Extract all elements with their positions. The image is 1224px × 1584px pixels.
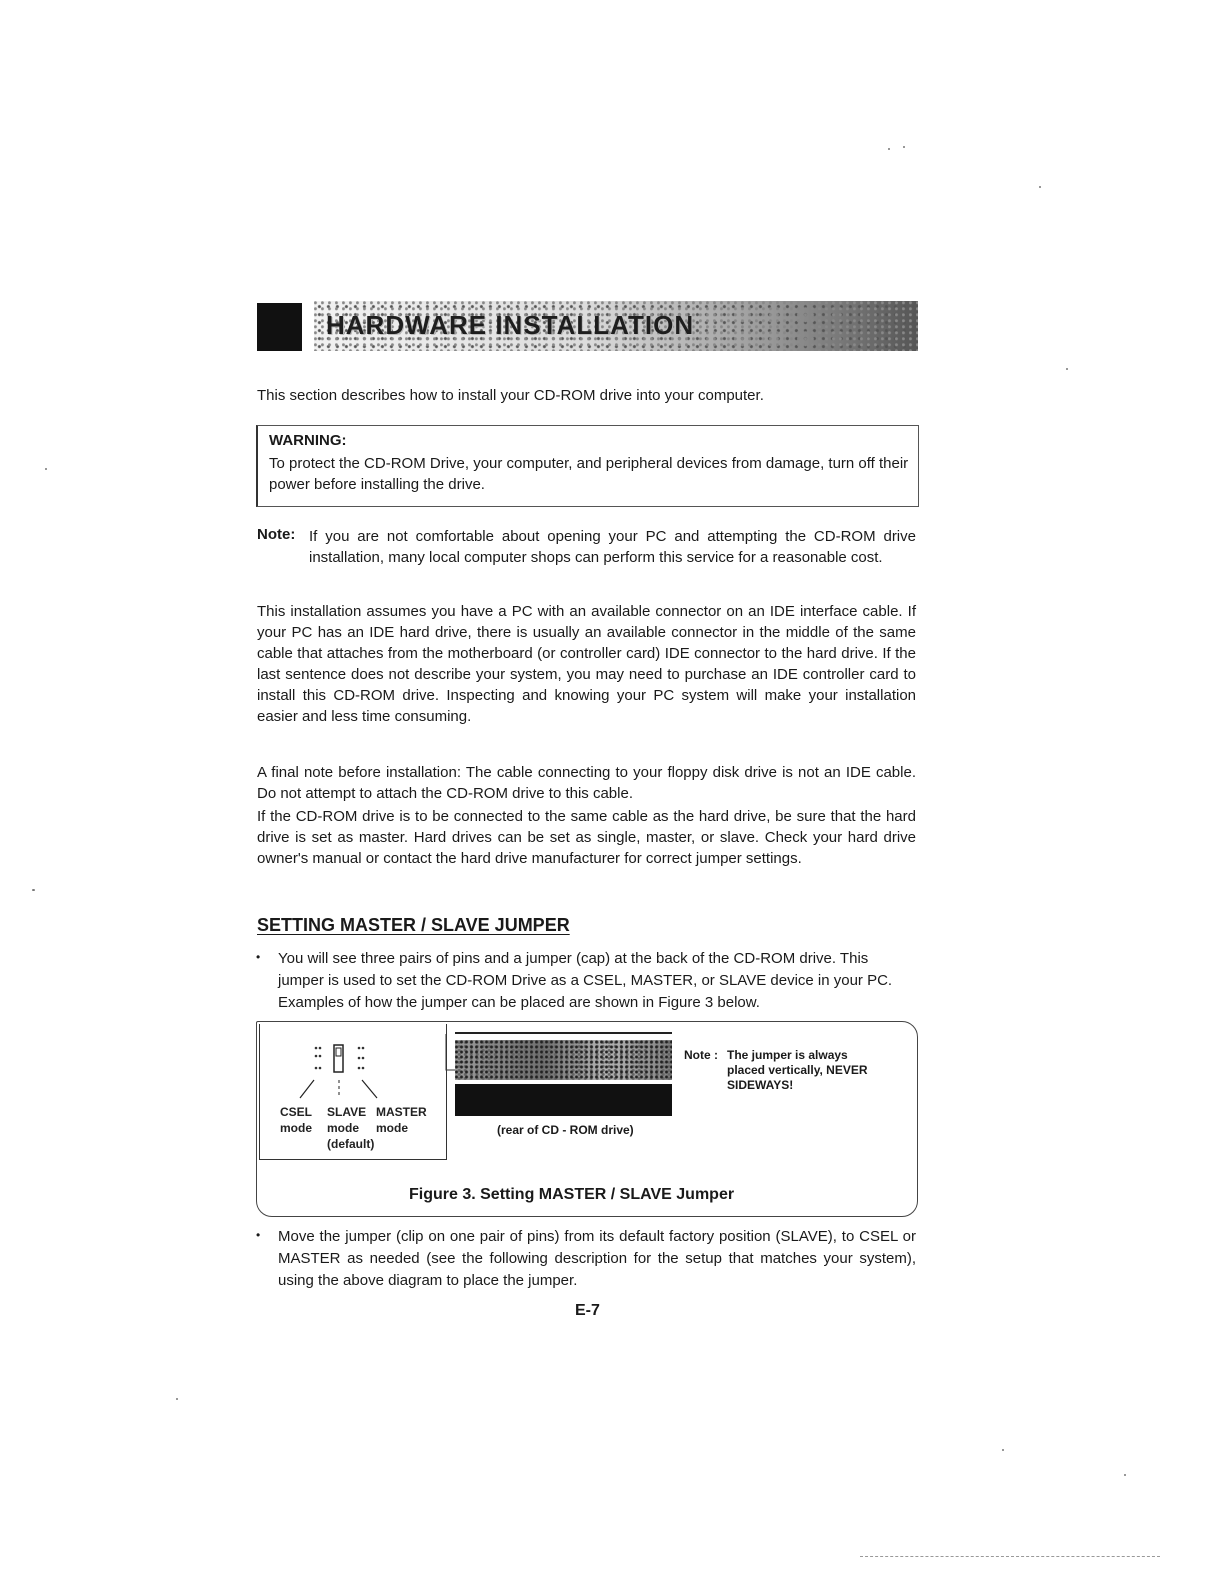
label-csel: CSEL — [280, 1105, 313, 1119]
section-header-title: HARDWARE INSTALLATION — [326, 310, 695, 340]
figure-caption: Figure 3. Setting MASTER / SLAVE Jumper — [409, 1186, 735, 1203]
scan-speck — [1039, 186, 1041, 188]
note-label: Note: — [257, 526, 296, 543]
bullet-text-move-jumper: Move the jumper (clip on one pair of pins) from its default factory position (SLAVE), to CSEL or MASTER as needed (see the following description for the setup that matches your system), using the above diagram to place the jumper. — [278, 1228, 916, 1289]
section-title: SETTING MASTER / SLAVE JUMPER — [257, 915, 570, 935]
scan-speck — [1002, 1449, 1004, 1451]
paragraph-installation-assumptions: This installation assumes you have a PC with an available connector on an IDE interface cable. If your PC has an IDE hard drive, there is usually an available connector in the middle of the same cable that attaches from the motherboard (or controller card) IDE connector to the hard drive. If the last sentence does not describe your system, you may need to purchase an IDE controller card to install this CD-ROM drive. Inspecting and knowing your PC system will make your installation easier and less time consuming. — [257, 603, 916, 725]
scan-edge-line — [860, 1556, 1160, 1558]
warning-body: To protect the CD-ROM Drive, your computer, and peripheral devices from damage, turn off their power before installing the drive. — [269, 455, 909, 493]
label-slave: SLAVE — [327, 1105, 367, 1119]
paragraph-floppy-note: A final note before installation: The cable connecting to your floppy disk drive is not an IDE cable. Do not attempt to attach the CD-ROM drive to this cable. — [257, 764, 916, 802]
scan-speck — [45, 468, 47, 470]
label-csel-mode: mode — [280, 1121, 313, 1135]
slave-jumper-cap — [334, 1045, 343, 1072]
intro-text: This section describes how to install your CD-ROM drive into your computer. — [257, 387, 764, 404]
scan-speck — [32, 889, 35, 891]
figure-note-label: Note : — [684, 1048, 718, 1062]
scan-speck — [888, 148, 890, 150]
master-pins — [358, 1047, 365, 1070]
bullet-marker: • — [256, 950, 261, 964]
label-slave-mode: mode — [327, 1121, 360, 1135]
paragraph-hard-drive-master: If the CD-ROM drive is to be connected to the same cable as the hard drive, be sure that the hard drive is set as master. Hard drives can be set as single, master, or slave. Check your hard drive owner's manual or contact the hard drive manufacturer for correct jumper settings. — [257, 808, 916, 867]
drive-rear-photo — [455, 1032, 672, 1116]
note-body: If you are not comfortable about opening your PC and attempting the CD-ROM drive installation, many local computer shops can perform this service for a reasonable cost. — [309, 528, 916, 566]
scan-speck — [176, 1398, 178, 1400]
label-master-mode: mode — [376, 1121, 409, 1135]
label-master: MASTER — [376, 1105, 427, 1119]
drive-rear-caption: (rear of CD - ROM drive) — [497, 1123, 634, 1137]
scan-speck — [903, 146, 905, 148]
warning-title: WARNING: — [269, 432, 347, 449]
scan-speck — [1124, 1474, 1126, 1476]
label-default: (default) — [327, 1137, 375, 1151]
bullet-marker: • — [256, 1228, 261, 1242]
page-number: E-7 — [575, 1302, 600, 1319]
bullet-text-jumper-intro: You will see three pairs of pins and a jumper (cap) at the back of the CD-ROM drive. This jumper is used to set the CD-ROM Drive as a CSEL, MASTER, or SLAVE device in your PC. Examples of how the jumper can be placed are shown in Figure 3 below. — [278, 950, 893, 1011]
csel-pins — [315, 1047, 322, 1070]
scan-speck — [1066, 368, 1068, 370]
figure-note-text: The jumper is always placed vertically, NEVER SIDEWAYS! — [727, 1048, 868, 1092]
